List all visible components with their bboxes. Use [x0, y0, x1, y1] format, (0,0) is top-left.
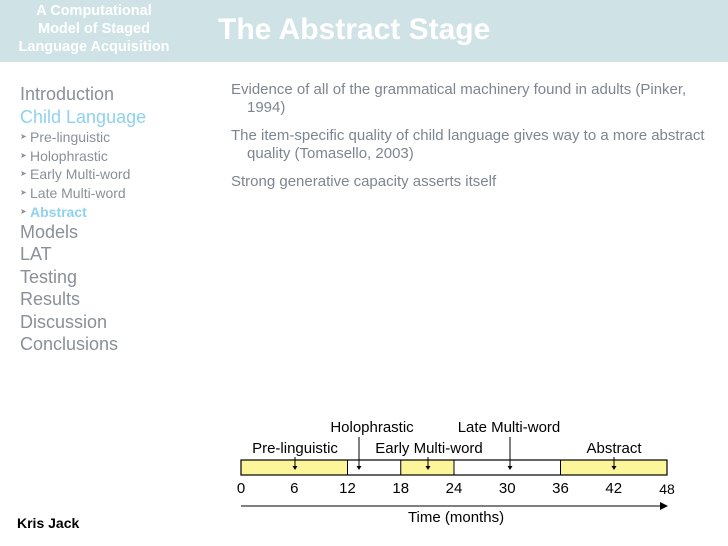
time-tick-label: 30	[498, 480, 516, 497]
bullet-list	[231, 81, 711, 201]
arrow-bullet-icon: ➤	[20, 188, 27, 198]
time-axis-label: Time (months)	[407, 509, 505, 526]
stage-label-early-multi-word: Early Multi-word	[375, 440, 483, 457]
nav-item-conclusions[interactable]: Conclusions	[20, 334, 119, 355]
timeline-bar-outline	[241, 460, 667, 475]
stage-pointer-arrowhead-icon	[357, 466, 362, 470]
author-name: Kris Jack	[17, 515, 80, 531]
stage-pointer-arrowhead-icon	[426, 466, 431, 470]
stage-segment-highlight	[561, 460, 668, 475]
time-axis-arrowhead-icon	[660, 502, 668, 510]
presentation-title-line: Language Acquisition	[18, 39, 170, 55]
bullet-item: Evidence of all of the grammatical machinery found in adults (Pinker, 1994)	[231, 81, 687, 116]
nav-subitem-holophrastic[interactable]	[20, 147, 185, 166]
stage-label-pre-linguistic: Pre-linguistic	[252, 440, 338, 457]
nav-subitem-label: Pre-linguistic	[30, 129, 111, 146]
arrow-bullet-icon: ➤	[20, 206, 27, 216]
stage-pointer-arrowhead-icon	[508, 466, 513, 470]
stage-label-late-multi-word: Late Multi-word	[457, 419, 561, 436]
stage-label-holophrastic: Holophrastic	[330, 419, 414, 436]
nav-subitem-label: Abstract	[30, 203, 87, 220]
nav-subitem-early-multi-word[interactable]	[20, 165, 185, 184]
slide-header	[188, 0, 728, 62]
arrow-bullet-icon: ➤	[20, 132, 27, 142]
presentation-title-line: Model of Staged	[38, 21, 150, 37]
stage-label-abstract: Abstract	[586, 440, 642, 457]
bullet-item: Strong generative capacity asserts itself	[231, 173, 497, 190]
stage-pointer-arrowhead-icon	[612, 466, 617, 470]
nav-item-lat[interactable]: LAT	[20, 244, 52, 265]
nav-subitem-label: Late Multi-word	[30, 185, 126, 202]
stage-pointer-arrowhead-icon	[293, 466, 298, 470]
nav-item-results[interactable]: Results	[20, 289, 81, 310]
nav-subitem-label: Holophrastic	[30, 147, 108, 164]
time-tick-label: 18	[392, 480, 410, 497]
bullet-item: The item-specific quality of child language gives way to a more abstract quality (Tomasello, 2003)	[231, 127, 705, 162]
stage-segment-highlight	[241, 460, 348, 475]
presentation-title	[0, 0, 188, 62]
time-tick-label: 12	[339, 480, 356, 497]
time-tick-label: 42	[605, 480, 623, 497]
nav-item-models[interactable]: Models	[20, 221, 79, 242]
slide-title: The Abstract Stage	[218, 13, 491, 46]
sidebar	[0, 0, 188, 546]
nav-subitem-late-multi-word[interactable]	[20, 184, 185, 203]
nav-subitem-pre-linguistic[interactable]	[20, 128, 185, 147]
nav-item-discussion[interactable]: Discussion	[20, 311, 108, 332]
time-tick-label: 0	[236, 480, 246, 497]
sidebar-nav	[20, 83, 185, 356]
arrow-bullet-icon: ➤	[20, 150, 27, 160]
nav-item-testing[interactable]: Testing	[20, 266, 78, 287]
nav-item-introduction[interactable]: Introduction	[20, 84, 115, 104]
time-tick-label: 6	[290, 480, 299, 497]
stage-segment-highlight	[401, 460, 454, 475]
arrow-bullet-icon: ➤	[20, 169, 27, 179]
nav-subitem-label: Early Multi-word	[30, 166, 131, 183]
nav-subitem-abstract[interactable]	[20, 202, 185, 221]
presentation-title-line: A Computational	[36, 3, 152, 19]
nav-item-child-language[interactable]: Child Language	[20, 106, 147, 127]
time-tick-label: 24	[445, 480, 463, 497]
time-tick-label: 36	[552, 480, 569, 497]
time-tick-label: 48	[659, 481, 675, 497]
